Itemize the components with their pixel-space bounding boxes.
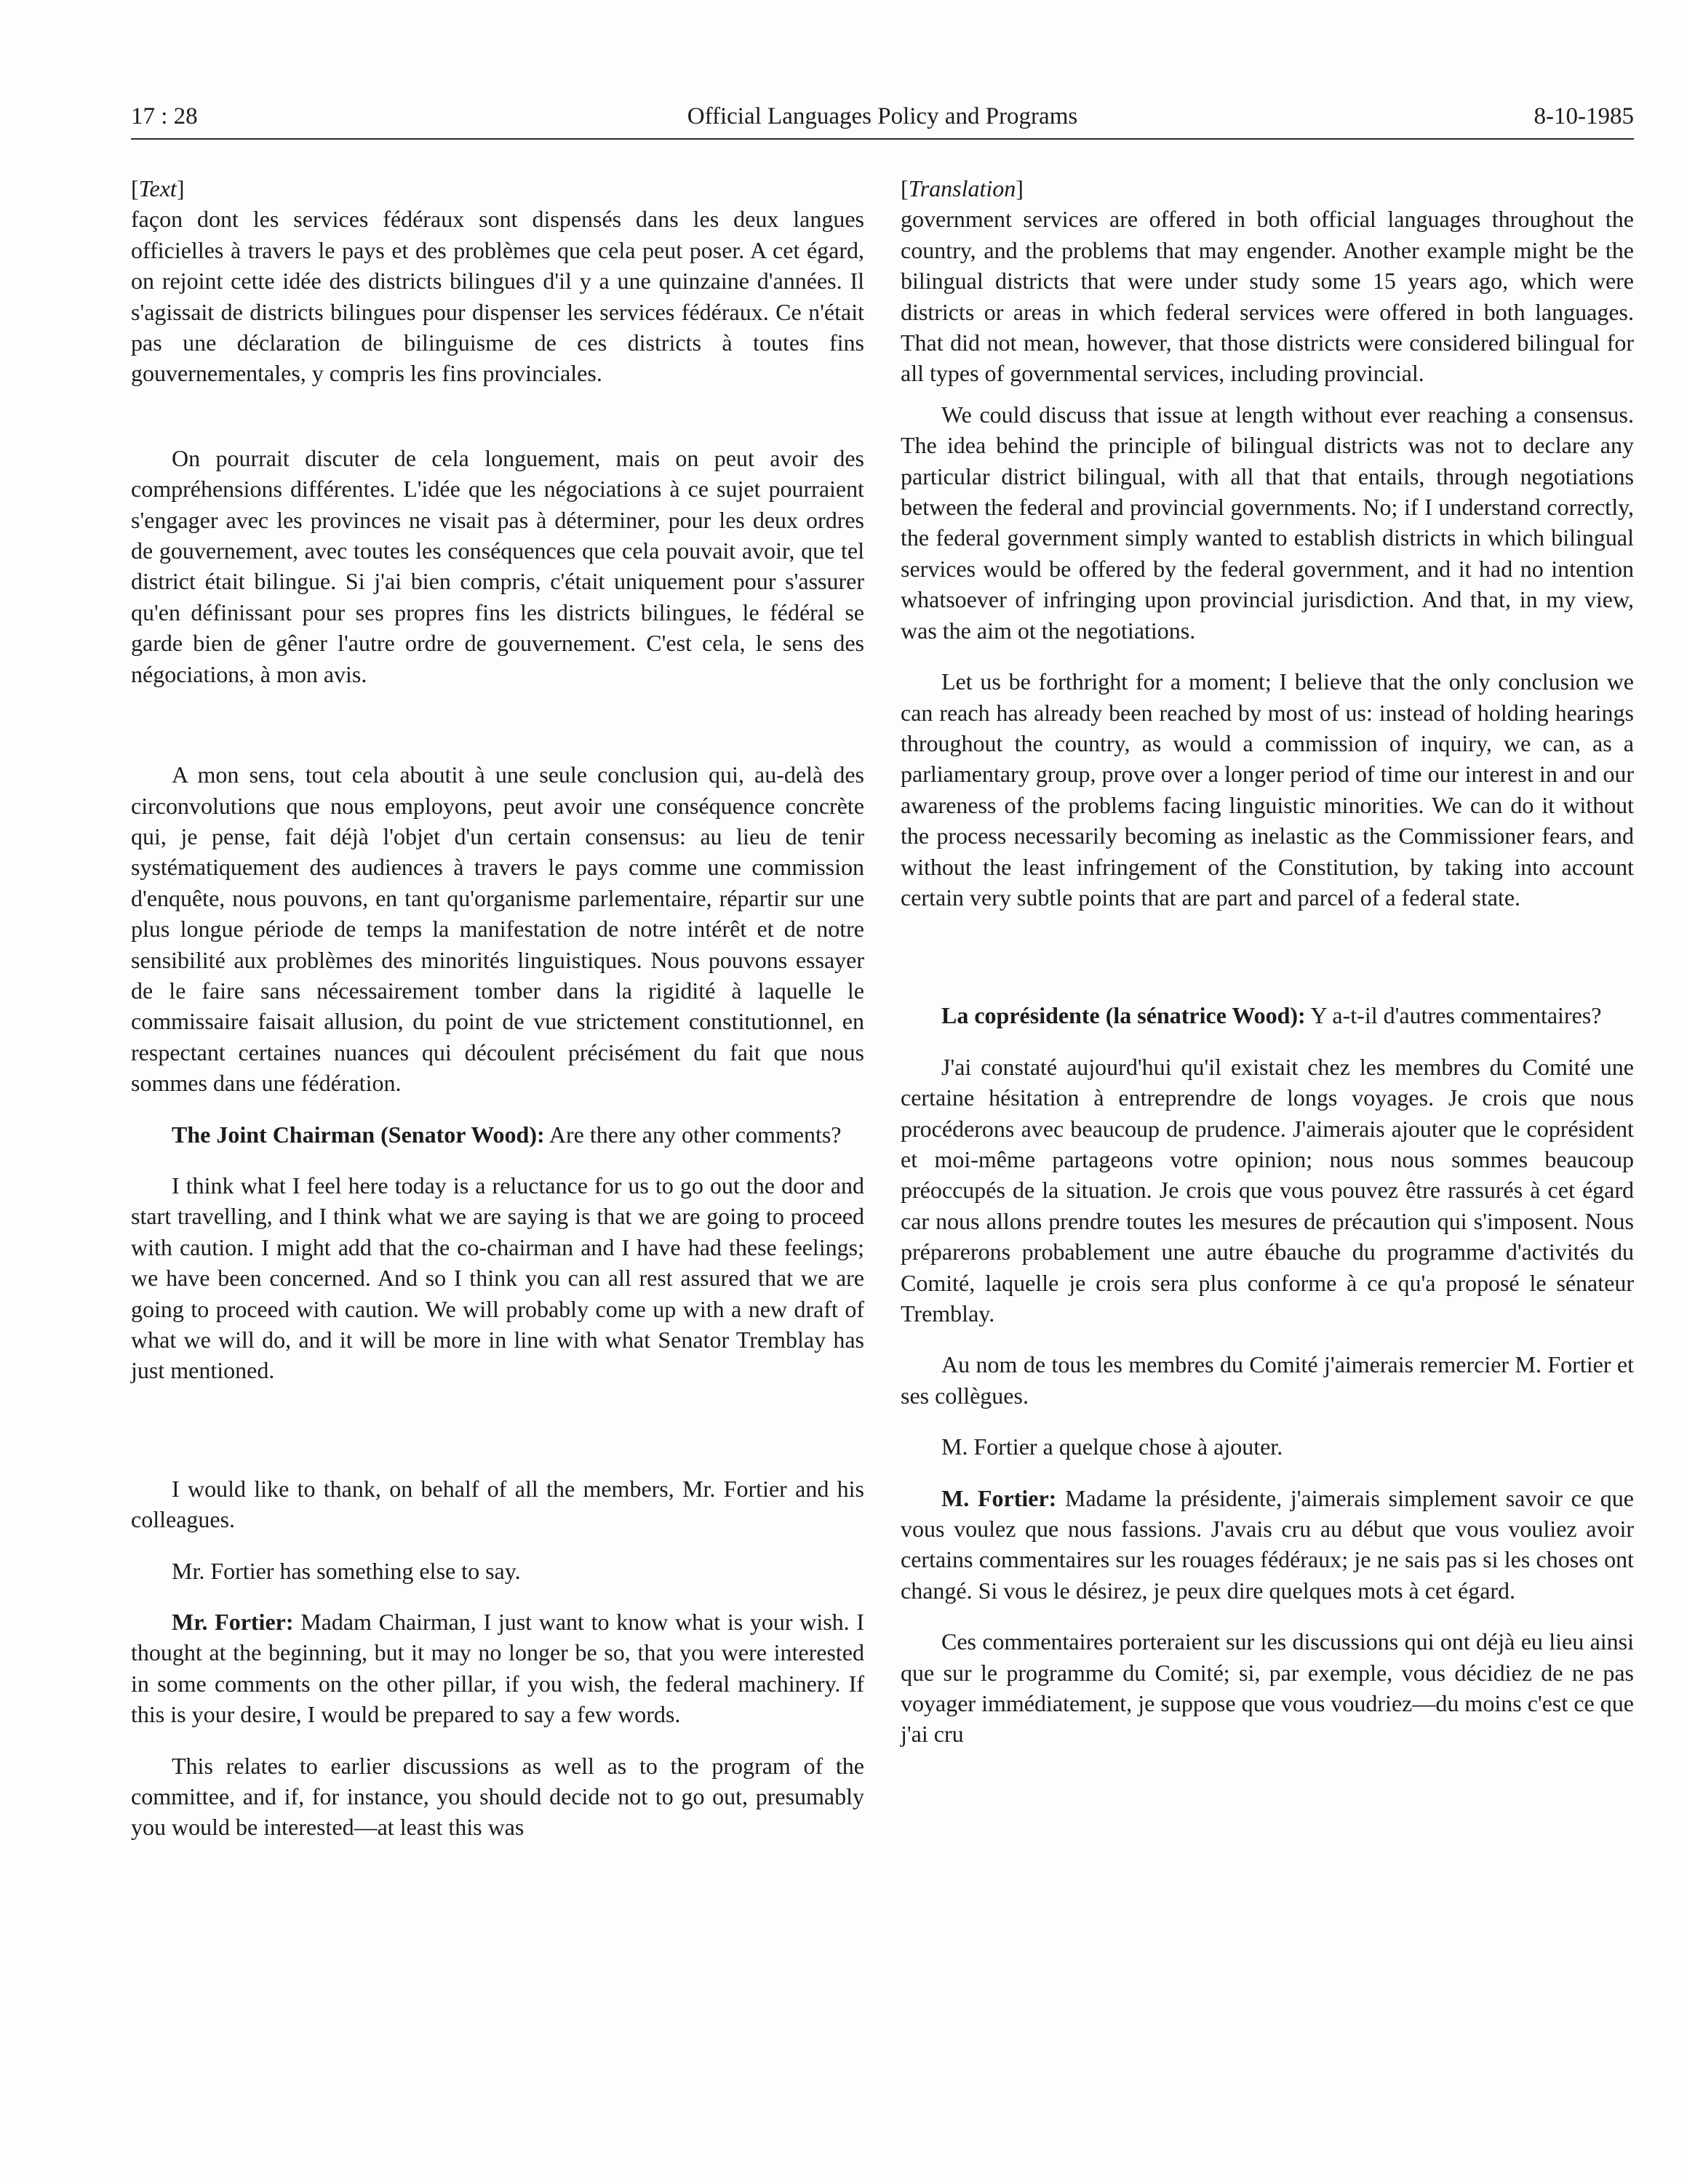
speaker-name: Mr. Fortier: [172, 1609, 294, 1636]
speaker-name: M. Fortier: [941, 1484, 1057, 1511]
paragraph: M. Fortier a quelque chose à ajouter. [941, 1433, 1283, 1460]
speaker-paragraph [131, 1119, 864, 1150]
paragraph: Mr. Fortier has something else to say. [172, 1557, 521, 1584]
paragraph: A mon sens, tout cela aboutit à une seule conclusion qui, au-delà des circonvolutions que nous employons, peut avoir une conséquence concrète qui, je pense, fait déjà l'objet d'un certain consensus: au lieu de tenir systématiquement des audiences à travers le pays comme une commission d'enquête, nous pouvons, en tant qu'organisme parlementaire, répartir sur une plus longue période de temps la manifestation de notre intérêt et de notre sensibilité aux problèmes des minorités linguistiques. Nous pouvons essayer de le faire sans nécessairement tomber dans la rigidité à laquelle le commissaire faisait allusion, du point de vue strictement constitutionnel, en respectant certaines nuances qui découlent précisément du fait que nous sommes dans une fédération. [131, 761, 864, 1097]
speaker-paragraph [131, 1607, 864, 1730]
paragraph: government services are offered in both official languages throughout the country, and the problems that may engender. Another example might be the bilingual districts that were under study some 15 years ago, which were districts or areas in which federal services were offered in both languages. That did not mean, however, that those districts were considered bilingual for all types of governmental services, including provincial. [901, 206, 1634, 387]
paragraph: We could discuss that issue at length without ever reaching a consensus. The idea behind the principle of bilingual districts was not to declare any particular district bilingual, with all that that entails, through negotiations between the federal and provincial governments. No; if I understand correctly, the federal government simply wanted to establish districts in which bilingual services would be offered by the federal government, and it had no intention whatsoever of infringing upon provincial jurisdiction. And that, in my view, was the aim ot the negotiations. [901, 401, 1634, 644]
column-label: [Translation] [901, 175, 1024, 201]
left-column-french [131, 173, 864, 1843]
speaker-text: Y a-t-il d'autres commentaires? [1305, 1002, 1602, 1029]
column-label-text: Text [138, 175, 177, 201]
paragraph: I would like to thank, on behalf of all the members, Mr. Fortier and his colleagues. [131, 1475, 864, 1533]
page-number: 17 : 28 [131, 103, 198, 129]
speaker-text: Are there any other comments? [544, 1121, 842, 1148]
issue-date: 8-10-1985 [1534, 103, 1634, 129]
paragraph: J'ai constaté aujourd'hui qu'il existait chez les membres du Comité une certaine hésitation à entreprendre de longs voyages. Je crois que nous procéderons avec beaucoup de prudence. J'aimerais ajouter que le coprésident et moi-même partageons votre opinion; nous nous sommes beaucoup préoccupés de la situation. Je crois que vous pouvez être rassurés à cet égard car nous allons prendre toutes les mesures de précaution qui s'imposent. Nous préparerons probablement une autre ébauche du programme d'activités du Comité, laquelle je crois sera plus conforme à ce qu'a proposé le sénateur Tremblay. [901, 1053, 1634, 1327]
paragraph: Ces commentaires porteraient sur les discussions qui ont déjà eu lieu ainsi que sur le programme du Comité; si, par exemple, vous décidiez de ne pas voyager immédiatement, je suppose que vous voudriez—du moins c'est ce que j'ai cru [901, 1628, 1634, 1748]
running-title: Official Languages Policy and Programs [687, 103, 1078, 129]
paragraph: Au nom de tous les membres du Comité j'aimerais remercier M. Fortier et ses collègues. [901, 1351, 1634, 1409]
speaker-name: The Joint Chairman (Senator Wood): [172, 1121, 545, 1148]
paragraph: Let us be forthright for a moment; I believe that the only conclusion we can reach has already been reached by most of us: instead of holding hearings throughout the country, as would a commission of inquiry, we can, as a parliamentary group, prove over a longer period of time our interest in and our awareness of the problems facing linguistic minorities. We can do it without the process necessarily becoming as inelastic as the Commissioner fears, and without the least infringement of the Constitution, by taking into account certain very subtle points that are part and parcel of a federal state. [901, 668, 1634, 911]
speaker-text: Madam Chairman, I just want to know what is your wish. I thought at the beginning, but it may no longer be so, that you were interested in some comments on the other pillar, if you wish, the federal machinery. If this is your desire, I would be prepared to say a few words. [131, 1609, 865, 1728]
paragraph: façon dont les services fédéraux sont dispensés dans les deux langues officielles à travers le pays et des problèmes que cela peut poser. A cet égard, on rejoint cette idée des districts bilingues d'il y a une quinzaine d'années. Il s'agissait de districts bilingues pour dispenser les services fédéraux. Ce n'était pas une déclaration de bilinguisme de ces districts à toutes fins gouvernementales, y compris les fins provinciales. [131, 206, 864, 387]
header-rule [131, 138, 1634, 140]
column-label: [Text] [131, 175, 185, 201]
right-column-english [901, 173, 1634, 1750]
paragraph: On pourrait discuter de cela longuement, mais on peut avoir des compréhensions différentes. L'idée que les négociations à ce sujet pourraient s'engager avec les provinces ne visait pas à déterminer, pour les deux ordres de gouvernement, avec toutes les conséquences que cela pouvait avoir, que tel district était bilingue. Si j'ai bien compris, c'était uniquement pour s'assurer qu'en définissant pour ses propres fins les districts bilingues, le fédéral se garde bien de gêner l'autre ordre de gouvernement. C'est cela, le sens des négociations, à mon avis. [131, 444, 864, 687]
speaker-paragraph [901, 1483, 1634, 1607]
paragraph: I think what I feel here today is a reluctance for us to go out the door and start travelling, and I think what we are saying is that we are going to proceed with caution. I might add that the co-chairman and I have had these feelings; we have been concerned. And so I think you can all rest assured that we are going to proceed with caution. We will probably come up with a new draft of what we will do, and it will be more in line with what Senator Tremblay has just mentioned. [131, 1172, 864, 1384]
speaker-name: La coprésidente (la sénatrice Wood): [941, 1002, 1306, 1029]
page-header [131, 93, 1634, 137]
speaker-text: Madame la présidente, j'aimerais simplement savoir ce que vous voulez que nous fassions. J'avais cru au début que vous vouliez avoir certains commentaires sur les rouages fédéraux; je ne sais pas si les choses ont changé. Si vous le désirez, je peux dire quelques mots à cet égard. [901, 1484, 1635, 1604]
paragraph: This relates to earlier discussions as well as to the program of the committee, and if, for instance, you should decide not to go out, presumably you would be interested—at least this was [131, 1752, 864, 1841]
speaker-paragraph [901, 1000, 1634, 1031]
column-label-text: Translation [908, 175, 1016, 201]
